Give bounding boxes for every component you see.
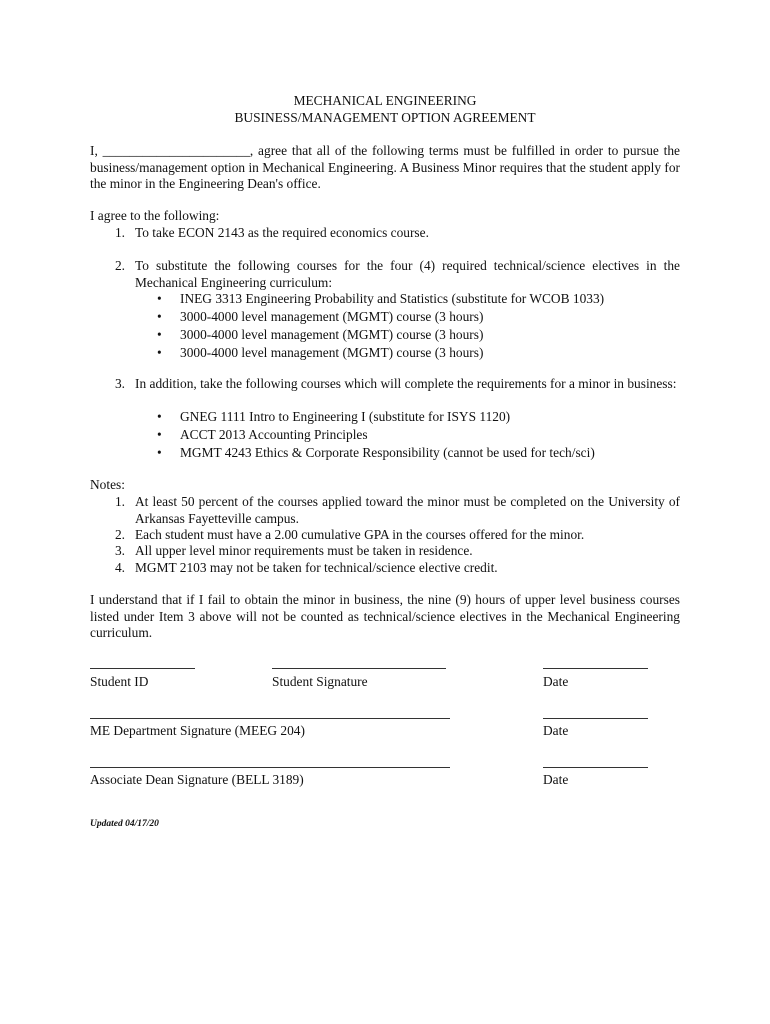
term-number: 3. (114, 376, 125, 391)
me-department-signature-label: ME Department Signature (MEEG 204) (90, 723, 305, 738)
bullet-icon: • (157, 345, 162, 360)
list-item (157, 345, 680, 363)
student-id-label: Student ID (90, 674, 149, 689)
agree-heading: I agree to the following: (90, 208, 220, 223)
note-number: 3. (114, 543, 125, 558)
bullet-text: GNEG 1111 Intro to Engineering I (substitute for ISYS 1120) (180, 409, 511, 424)
bullet-text: 3000-4000 level management (MGMT) course (3 hours) (180, 309, 484, 324)
notes-heading: Notes: (90, 477, 125, 492)
list-item (157, 409, 680, 427)
bullet-text: MGMT 4243 Ethics & Corporate Responsibility (cannot be used for tech/sci) (180, 445, 595, 460)
updated-date: Updated 04/17/20 (90, 819, 159, 829)
term-number: 2. (114, 258, 125, 273)
list-item (157, 309, 680, 327)
note-text: MGMT 2103 may not be taken for technical/science elective credit. (135, 560, 498, 575)
term-text: To substitute the following courses for the four (4) required technical/science electives in the Mechanical Engineering curriculum: (135, 258, 680, 290)
note-text: Each student must have a 2.00 cumulative GPA in the courses offered for the minor. (135, 527, 585, 542)
closing-paragraph: I understand that if I fail to obtain the minor in business, the nine (9) hours of upper level business courses listed under Item 3 above will not be counted as technical/science electives in the Mechanical Engineering curriculum. (90, 592, 680, 641)
term-bullet-list (157, 409, 680, 463)
student-signature-line[interactable] (272, 668, 446, 669)
student-id-line[interactable] (90, 668, 195, 669)
term-item (90, 376, 680, 466)
document-title-line-2: BUSINESS/MANAGEMENT OPTION AGREEMENT (234, 110, 536, 125)
note-text: All upper level minor requirements must be taken in residence. (135, 543, 473, 558)
bullet-text: INEG 3313 Engineering Probability and Statistics (substitute for WCOB 1033) (180, 291, 605, 306)
date-label: Date (543, 674, 569, 689)
term-item (90, 258, 680, 368)
bullet-icon: • (157, 309, 162, 324)
note-number: 1. (114, 494, 125, 509)
bullet-icon: • (157, 409, 162, 424)
date-label: Date (543, 723, 569, 738)
term-bullet-list (157, 291, 680, 363)
list-item (157, 327, 680, 345)
note-text: At least 50 percent of the courses applied toward the minor must be completed on the University of Arkansas Fayetteville campus. (135, 494, 680, 526)
bullet-icon: • (157, 445, 162, 460)
list-item (157, 291, 680, 309)
intro-paragraph: I, ______________________, agree that all of the following terms must be fulfilled in order to pursue the business/management option in Mechanical Engineering. A Business Minor requires that the student apply for the minor in the Engineering Dean's office. (90, 143, 680, 192)
date-line[interactable] (543, 767, 648, 768)
date-line[interactable] (543, 668, 648, 669)
note-number: 2. (114, 527, 125, 542)
bullet-text: ACCT 2013 Accounting Principles (180, 427, 368, 442)
date-line[interactable] (543, 718, 648, 719)
date-label: Date (543, 772, 569, 787)
term-text: To take ECON 2143 as the required economics course. (135, 225, 429, 240)
bullet-icon: • (157, 427, 162, 442)
associate-dean-signature-label: Associate Dean Signature (BELL 3189) (90, 772, 304, 787)
note-number: 4. (114, 560, 125, 575)
bullet-text: 3000-4000 level management (MGMT) course (3 hours) (180, 327, 484, 342)
term-text: In addition, take the following courses which will complete the requirements for a minor in business: (135, 376, 677, 391)
bullet-icon: • (157, 327, 162, 342)
me-department-signature-line[interactable] (90, 718, 450, 719)
student-signature-label: Student Signature (272, 674, 368, 689)
list-item (157, 427, 680, 445)
document-title-line-1: MECHANICAL ENGINEERING (293, 93, 477, 108)
bullet-icon: • (157, 291, 162, 306)
list-item (157, 445, 680, 463)
bullet-text: 3000-4000 level management (MGMT) course (3 hours) (180, 345, 484, 360)
associate-dean-signature-line[interactable] (90, 767, 450, 768)
term-number: 1. (114, 225, 125, 240)
